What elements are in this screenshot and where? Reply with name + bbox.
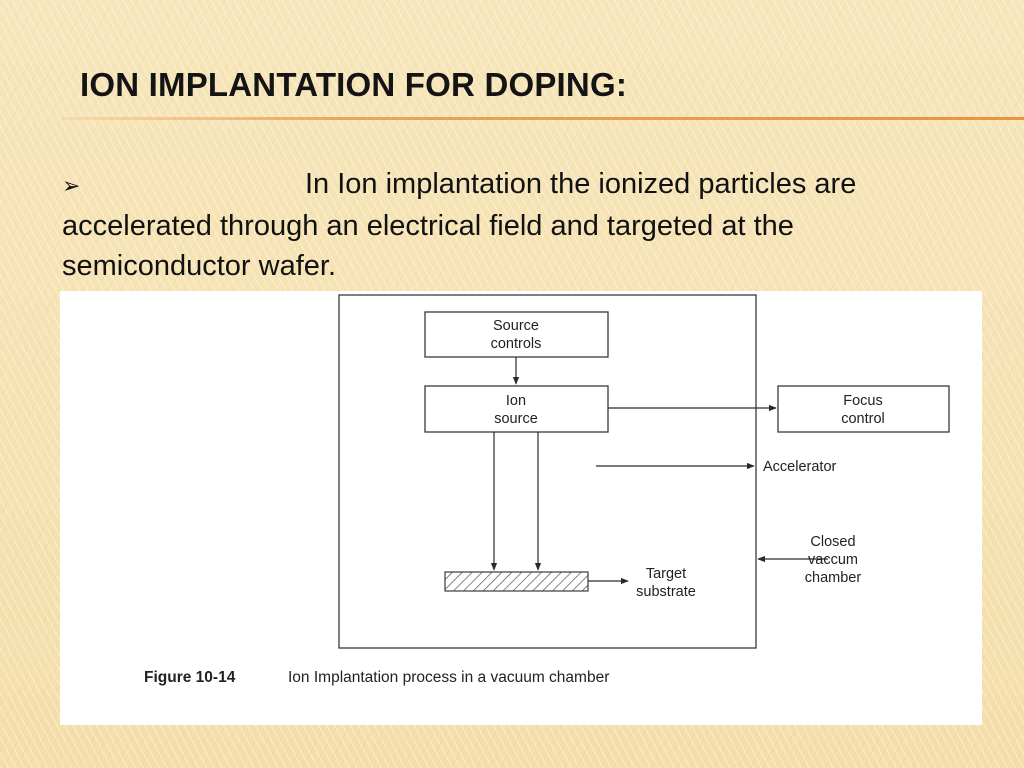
ion-source-label-2: source: [494, 411, 538, 427]
source-controls-label-2: controls: [490, 336, 542, 352]
focus-control-label-2: control: [841, 411, 885, 427]
target-substrate-wafer: [445, 572, 588, 591]
figure-panel: [60, 291, 982, 725]
bullet-point: [62, 164, 982, 286]
slide-title: ION IMPLANTATION FOR DOPING:: [80, 66, 628, 103]
target-substrate-label-1: Target: [645, 566, 687, 582]
figure-caption: Ion Implantation process in a vacuum chamber: [288, 669, 610, 686]
source-controls-box: [425, 312, 608, 357]
closed-chamber-label-1: Closed: [810, 534, 856, 550]
ion-source-label-1: Ion: [505, 393, 527, 409]
figure-number: Figure 10-14: [144, 669, 236, 686]
target-substrate-label-2: substrate: [636, 584, 696, 600]
title-divider: [62, 117, 1024, 120]
focus-control-box: [778, 386, 949, 432]
source-controls-label-1: Source: [493, 318, 539, 334]
closed-chamber-label-3: chamber: [804, 570, 862, 586]
closed-chamber-label-2: vaccum: [808, 552, 858, 568]
bullet-text: In Ion implantation the ionized particles are accelerated through an electrical field and targeted at the semiconductor wafer.: [62, 168, 857, 282]
ion-source-box: [425, 386, 608, 432]
focus-control-label-1: Focus: [843, 393, 883, 409]
accelerator-label: Accelerator: [763, 459, 837, 475]
arrow-bullet-icon: ➢: [62, 173, 81, 198]
ion-implantation-diagram: [60, 291, 982, 725]
